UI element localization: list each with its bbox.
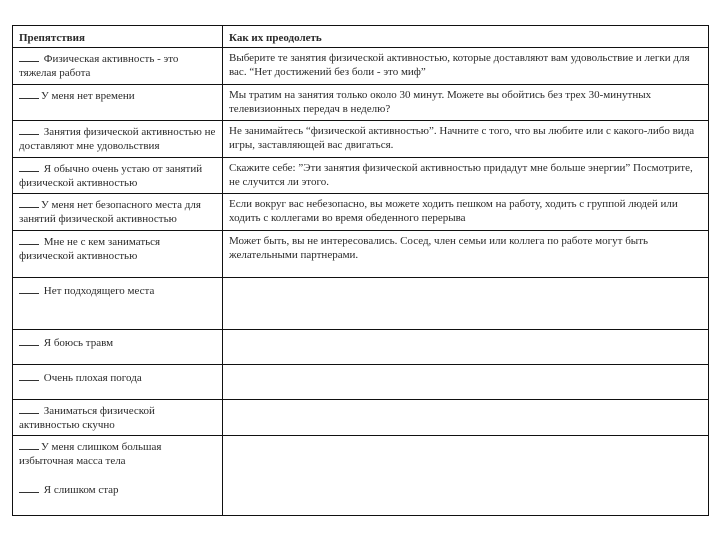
checkbox-blank[interactable] [19,403,39,414]
solution-cell [223,365,709,400]
solution-cell: Скажите себе: ”Эти занятия физической активностью придадут мне больше энергии” Посмотрите, не случится ли этого. [223,158,709,194]
obstacles-table [12,25,709,516]
header-solutions: Как их преодолеть [223,26,709,48]
solution-cell [223,330,709,365]
solution-cell [223,436,709,516]
checkbox-blank[interactable] [19,335,39,346]
table-row [13,330,709,365]
checkbox-blank[interactable] [19,88,39,99]
table-row [13,365,709,400]
obstacle-text: Мне не с кем заниматься физической активностью [19,236,161,262]
table-row [13,231,709,278]
obstacle-cell [13,330,223,365]
table-row [13,278,709,330]
obstacle-cell [13,278,223,330]
obstacle-text: Нет подходящего места [43,285,155,297]
table-row [13,48,709,85]
solution-cell: Может быть, вы не интересовались. Сосед, член семьи или коллега по работе могут быть желательными партнерами. [223,231,709,278]
obstacle-text: Очень плохая погода [43,372,142,384]
solution-cell [223,400,709,436]
obstacle-cell [13,121,223,158]
table-row [13,121,709,158]
table-row [13,85,709,121]
obstacle-text: У меня слишком большая избыточная масса тела [19,441,162,467]
obstacle-cell [13,231,223,278]
obstacle-cell [13,85,223,121]
solution-cell: Мы тратим на занятия только около 30 минут. Можете вы обойтись без трех 30-минутных телевизионных передач в неделю? [223,85,709,121]
obstacle-cell [13,365,223,400]
obstacle-text: Занятия физической активностью не доставляют мне удовольствия [19,126,216,152]
checkbox-blank[interactable] [19,197,39,208]
solution-cell: Если вокруг вас небезопасно, вы можете ходить пешком на работу, ходить с группой людей или ходить с коллегами во время обеденного перерыва [223,194,709,231]
obstacle-text: Я обычно очень устаю от занятий физической активностью [19,163,203,189]
checkbox-blank[interactable] [19,51,39,62]
solution-cell: Не занимайтесь “физической активностью”. Начните с того, что вы любите или с какого-либо вида игры, заставляющей вас двигаться. [223,121,709,158]
checkbox-blank[interactable] [19,161,39,172]
solution-cell [223,278,709,330]
header-row [13,26,709,48]
obstacle-cell [13,400,223,436]
table-row [13,194,709,231]
obstacle-text: Я боюсь травм [43,337,114,349]
header-obstacles: Препятствия [13,26,223,48]
obstacle-text: Физическая активность - это тяжелая работа [19,53,179,79]
checkbox-blank[interactable] [19,370,39,381]
obstacle-cell [13,436,223,516]
table-row [13,436,709,516]
table-row [13,158,709,194]
checkbox-blank[interactable] [19,439,39,450]
obstacle-text: Я слишком стар [43,484,119,496]
checkbox-blank[interactable] [19,234,39,245]
obstacle-cell [13,158,223,194]
table-row [13,400,709,436]
obstacle-cell [13,194,223,231]
checkbox-blank[interactable] [19,124,39,135]
solution-cell: Выберите те занятия физической активностью, которые доставляют вам удовольствие и легки для вас. “Нет достижений без боли - это миф” [223,48,709,85]
obstacle-text: Заниматься физической активностью скучно [19,405,155,431]
checkbox-blank[interactable] [19,482,39,493]
obstacle-text: У меня нет безопасного места для занятий физической активностью [19,199,201,225]
checkbox-blank[interactable] [19,283,39,294]
obstacle-cell [13,48,223,85]
obstacle-text: У меня нет времени [41,90,135,102]
